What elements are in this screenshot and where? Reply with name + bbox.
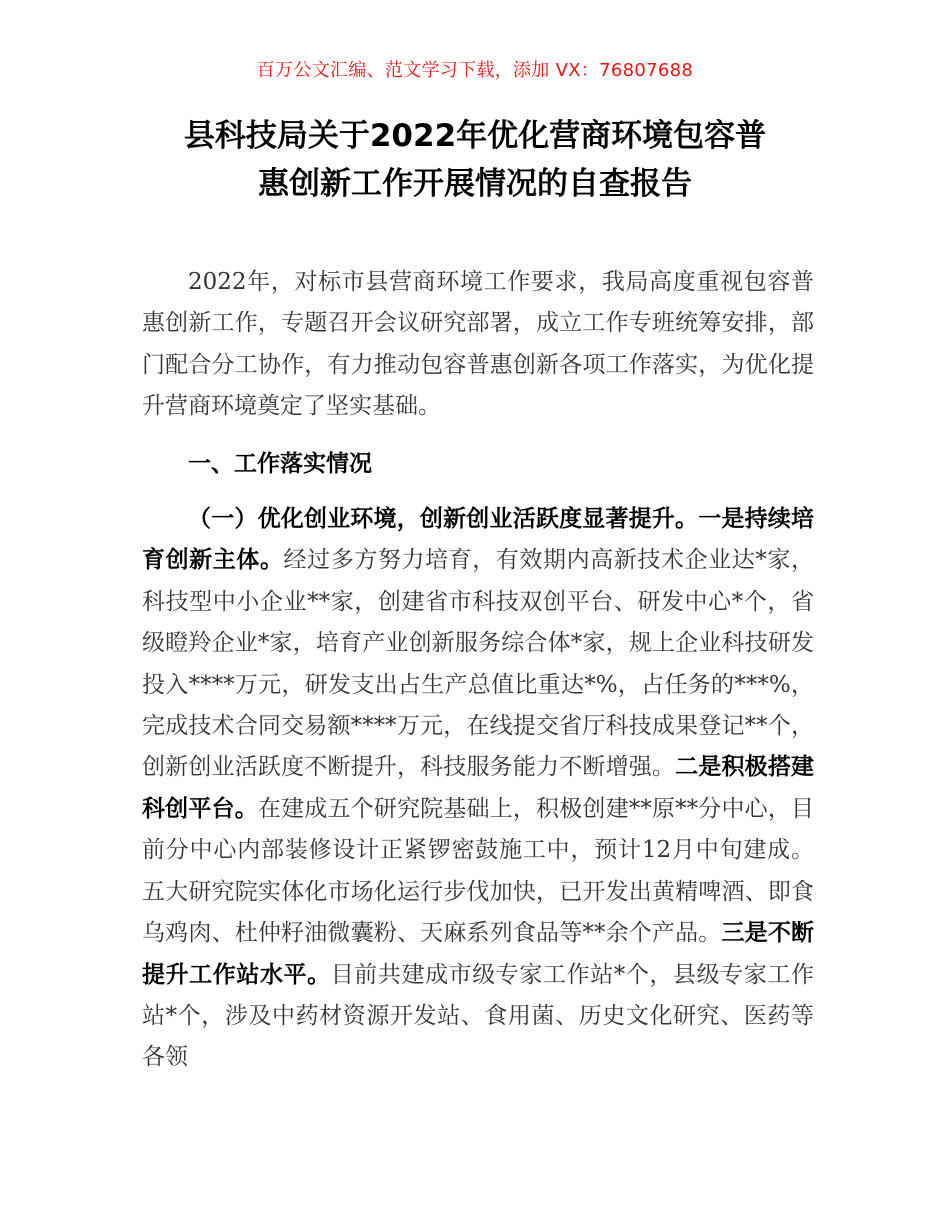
paragraph-text-1: 经过多方努力培育，有效期内高新技术企业达*家，科技型中小企业**家，创建省市科技双创平台、研发中心*个，省级瞪羚企业*家，培育产业创新服务综合体*家，规上企业科技研发投入****万元，研发支出占生产总值比重达*%，占任务的***%，完成技术合同交易额****万元，在线提交省厅科技成果登记**个，创新创业活跃度不断提升，科技服务能力不断增强。 (142, 547, 815, 781)
bold-lead-2: 二是积极搭建科创平台。 (142, 754, 815, 822)
body-paragraph (142, 499, 814, 1079)
bold-lead-1: （一）优化创业环境，创新创业活跃度显著提升。一是持续培育创新主体。 (142, 506, 814, 574)
intro-paragraph: 2022年，对标市县营商环境工作要求，我局高度重视包容普惠创新工作，专题召开会议研究部署，成立工作专班统筹安排，部门配合分工协作，有力推动包容普惠创新各项工作落实，为优化提升营商环境奠定了坚实基础。 (142, 269, 814, 420)
title-line-2: 惠创新工作开展情况的自查报告 (258, 166, 692, 202)
header-note: 百万公文汇编、范文学习下载，添加 VX：76807688 (256, 60, 694, 81)
document-body (142, 262, 814, 1079)
page-title (100, 112, 850, 208)
bold-lead-3: 三是不断提升工作站水平。 (142, 920, 815, 988)
section-heading: 一、工作落实情况 (188, 450, 372, 477)
paragraph-text-3: 目前共建成市级专家工作站*个，县级专家工作站*个，涉及中药材资源开发站、食用菌、历史文化研究、医药等各领 (142, 961, 815, 1071)
paragraph-text-2: 在建成五个研究院基础上，积极创建**原**分中心，目前分中心内部装修设计正紧锣密鼓施工中，预计12月中旬建成。五大研究院实体化市场化运行步伐加快，已开发出黄精啤酒、即食乌鸡肉、杜仲籽油微囊粉、天麻系列食品等**余个产品。 (142, 795, 815, 947)
title-line-1: 县科技局关于2022年优化营商环境包容普 (183, 118, 767, 154)
